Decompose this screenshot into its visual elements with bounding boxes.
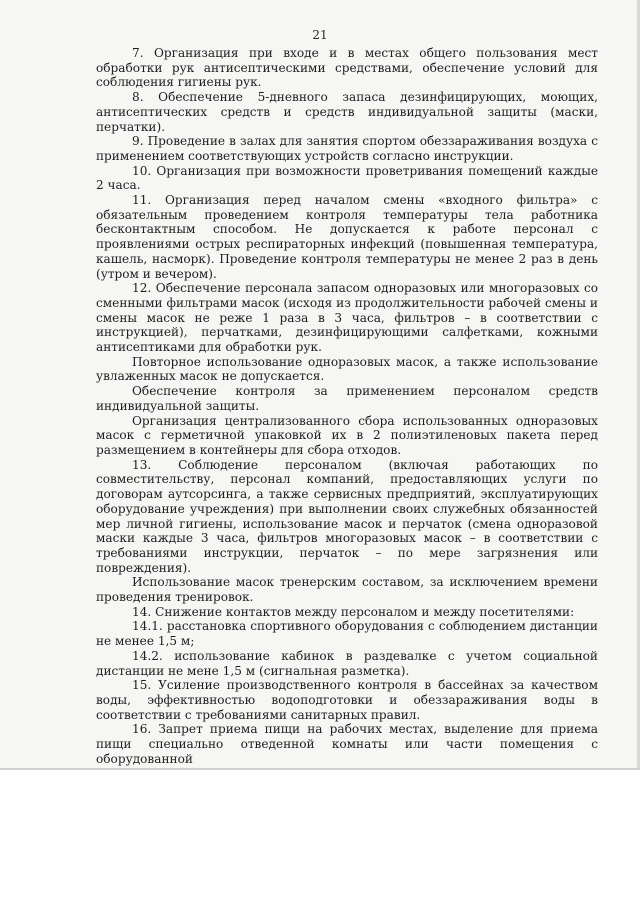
paragraph-14-2-locker-distance: 14.2. использование кабинок в раздевалке с учетом социальной дистанции не мене 1,5 м (сигнальная разметка).	[96, 648, 598, 678]
paragraph-14-1-equipment-distance: 14.1. расстановка спортивного оборудования с соблюдением дистанции не менее 1,5 м;	[96, 619, 598, 649]
paragraph-11-entry-filter: 11. Организация перед началом смены «входного фильтра» с обязательным проведением контроля температуры тела работника бесконтактным способом. Не допускается к работе персонал с проявлениями острых респираторных инфекций (повышенная температура, кашель, насморк). Проведение контроля температуры не менее 2 раз в день (утром и вечером).	[96, 193, 598, 281]
page-number: 21	[312, 28, 328, 42]
paragraph-12-masks-supply: 12. Обеспечение персонала запасом одноразовых или многоразовых со сменными фильтрами масок (исходя из продолжительности рабочей смены и смены масок не реже 1 раза в 3 часа, фильтров – в соответствии с инструкцией), перчатками, дезинфицирующими салфетками, кожными антисептиками для обработки рук.	[96, 281, 598, 355]
paragraph-15-pool-control: 15. Усиление производственного контроля в бассейнах за качеством воды, эффективностью водоподготовки и обеззараживания воды в соответствии с требованиями санитарных правил.	[96, 678, 598, 722]
paragraph-coach-masks: Использование масок тренерским составом, за исключением времени проведения тренировок.	[96, 575, 598, 605]
document-body	[96, 46, 598, 766]
paragraph-ppe-control: Обеспечение контроля за применением персоналом средств индивидуальной защиты.	[96, 384, 598, 413]
paragraph-14-reduce-contacts: 14. Снижение контактов между персоналом и между посетителями:	[132, 604, 575, 619]
paragraph-8-supplies-reserve: 8. Обеспечение 5-дневного запаса дезинфицирующих, моющих, антисептических средств и средств индивидуальной защиты (маски, перчатки).	[96, 90, 598, 134]
paragraph-mask-collection: Организация централизованного сбора использованных одноразовых масок с герметичной упаковкой их в 2 полиэтиленовых пакета перед размещением в контейнеры для сбора отходов.	[96, 413, 598, 457]
paragraph-9-air-disinfection: 9. Проведение в залах для занятия спортом обеззараживания воздуха с применением соответствующих устройств согласно инструкции.	[96, 134, 598, 163]
paragraph-13-personal-hygiene: 13. Соблюдение персоналом (включая работающих по совместительству, персонал компаний, предоставляющих услуги по договорам аутсорсинга, а также сервисных предприятий, эксплуатирующих оборудование учреждения) при выполнении своих служебных обязанностей мер личной гигиены, использование масок и перчаток (смена одноразовой маски каждые 3 часа, фильтров многоразовых масок – в соответствии с требованиями инструкции, перчаток – по мере загрязнения или повреждения).	[96, 457, 598, 575]
paragraph-mask-reuse: Повторное использование одноразовых масок, а также использование увлаженных масок не допускается.	[96, 354, 598, 384]
paragraph-10-ventilation: 10. Организация при возможности проветривания помещений каждые 2 часа.	[96, 163, 598, 193]
paragraph-16-eating-ban: 16. Запрет приема пищи на рабочих местах, выделение для приема пищи специально отведенной комнаты или части помещения с оборудованной	[96, 722, 598, 766]
scan-edge-bottom	[0, 768, 640, 770]
paragraph-7-hand-sanitizing: 7. Организация при входе и в местах общего пользования мест обработки рук антисептическими средствами, обеспечение условий для соблюдения гигиены рук.	[96, 46, 598, 90]
